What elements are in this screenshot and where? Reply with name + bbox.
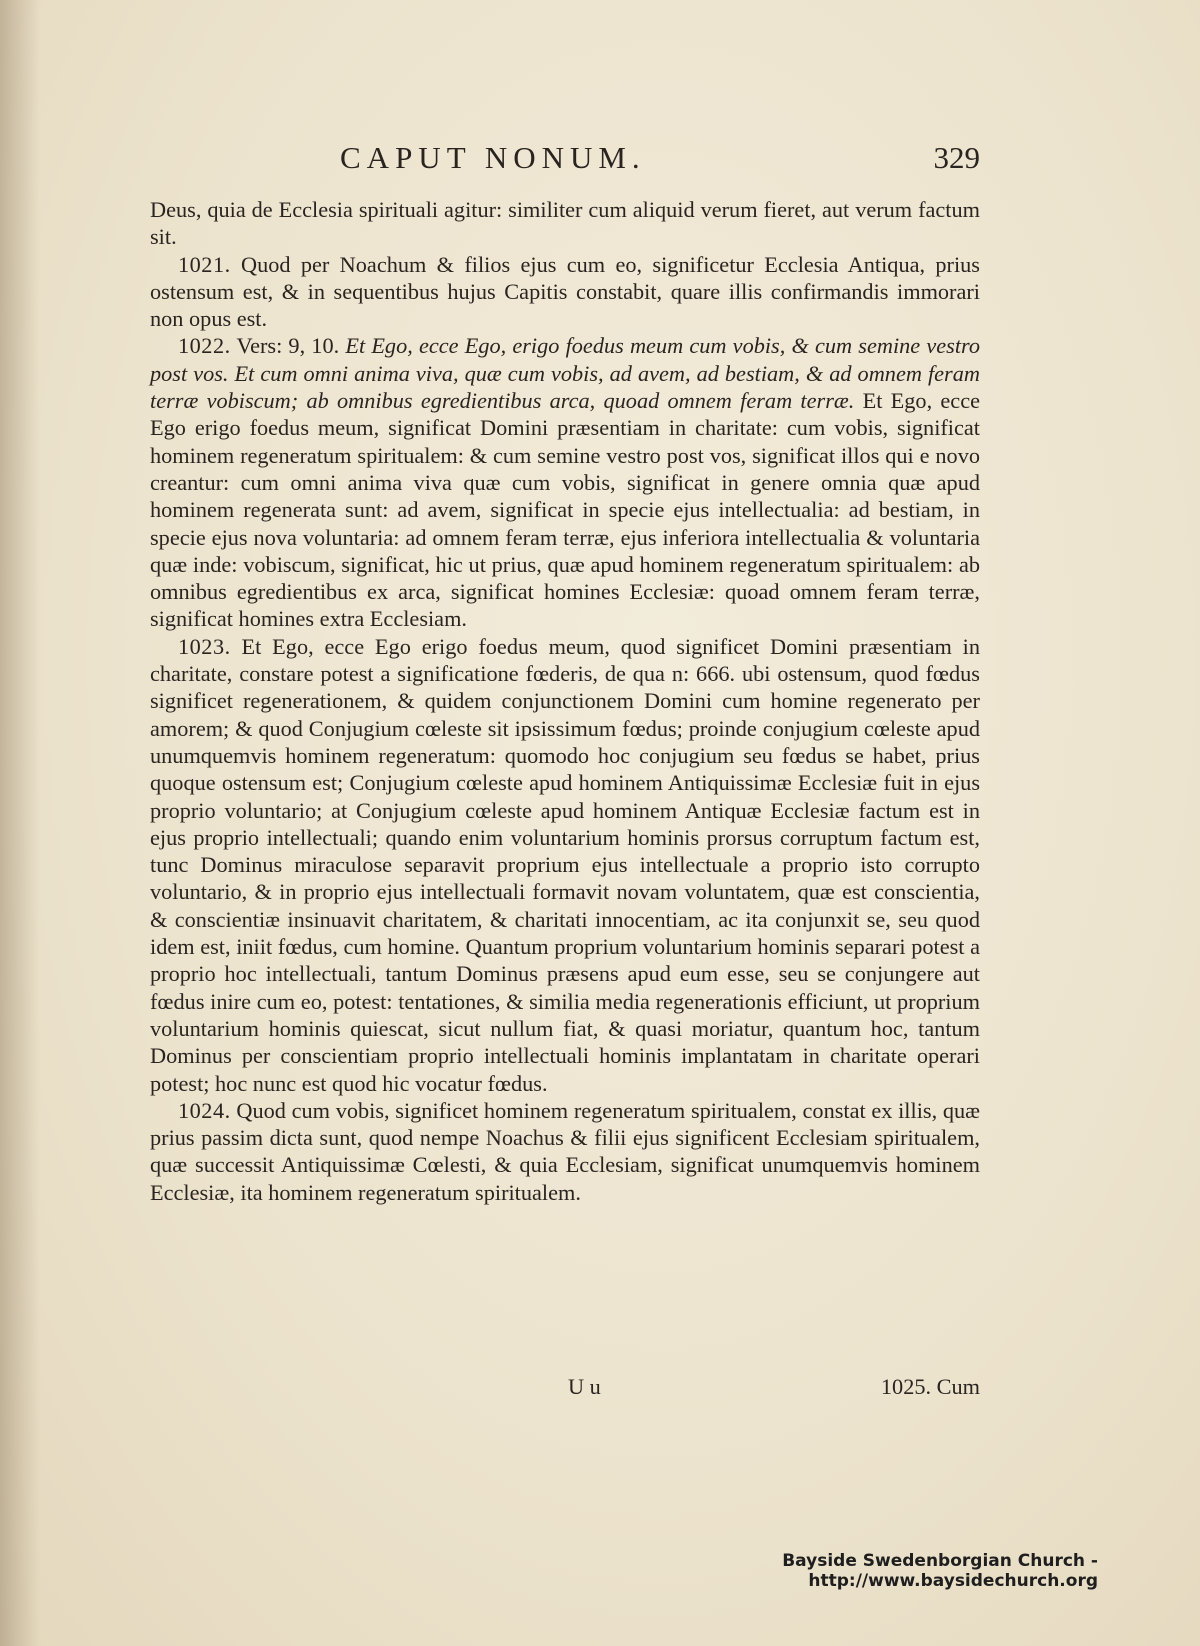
paragraph-1024: [150, 1097, 980, 1206]
website-watermark: Bayside Swedenborgian Church - http://www.baysidechurch.org: [782, 1551, 1098, 1591]
verse-reference: Vers: 9, 10.: [236, 333, 346, 359]
spine-shadow: [0, 0, 40, 1646]
body-text: [150, 196, 980, 1206]
paragraph-number: 1024.: [178, 1097, 231, 1123]
catchword: 1025. Cum: [880, 1374, 980, 1399]
paragraph-text: Et Ego, ecce Ego erigo foedus meum, significat Domini præsentiam in charitate: cum vobis, significat hominem regeneratum spiritualem: & cum semine vestro post vos, significat illos qui e novo creantur: cum omni anima viva quæ cum vobis, significat in genere omnia quæ apud hominem regenerata sunt: ad avem, significat in specie ejus intellectualia: ad bestiam, in specie ejus nova voluntaria: ad omnem feram terræ, ejus inferiora intellectualia & voluntaria quæ inde: vobiscum, significat, hic ut prius, quæ apud hominem regeneratum spiritualem: ab omnibus egredientibus ex arca, significat homines Ecclesiæ: quoad omnem feram terræ, significat homines extra Ecclesiam.: [150, 388, 980, 632]
signature-mark: U u: [568, 1374, 601, 1399]
page-number: 329: [933, 140, 980, 175]
paragraph-1021: [150, 251, 980, 333]
page-header: [150, 140, 980, 180]
paragraph-number: 1021.: [178, 251, 231, 277]
paragraph-number: 1023.: [178, 633, 231, 659]
paragraph-text: Et Ego, ecce Ego erigo foedus meum, quod significet Domini præsentiam in charitate, constare potest a significatione fœderis, de qua n: 666. ubi ostensum, quod fœdus significet regenerationem, & quidem conjunctionem Domini cum homine regenerato per amorem; & quod Conjugium cœleste sit ipsissimum fœdus; proinde conjugium cœleste apud unumquemvis hominem regeneratum: quomodo hoc conjugium seu fœdus se habet, prius quoque ostensum est; Conjugium cœleste apud hominem Antiquissimæ Ecclesiæ fuit in ejus proprio voluntario; at Conjugium cœleste apud hominem Antiquæ Ecclesiæ factum est in ejus proprio intellectuali; quando enim voluntarium hominis prorsus corruptum factum est, tunc Dominus miraculose separavit proprium ejus intellectuale a proprio isto corrupto voluntario, & in proprio ejus intellectuali formavit novam voluntatem, quæ est conscientia, & conscientiæ insinuavit charitatem, & charitati innocentiam, ac ita conjunxit se, seu quod idem est, iniit fœdus, cum homine. Quantum proprium voluntarium hominis separari potest a proprio hoc intellectuali, tantum Dominus præsens apud eum esse, seu se conjungere aut fœdus inire cum eo, potest: tentationes, & similia media regenerationis efficiunt, ut proprium voluntarium hominis quiescat, sicut nullum fiat, & quasi moriatur, quantum hoc, tantum Dominus per conscientiam proprio intellectuali hominis implantatam in charitate operari potest; hoc nunc est quod hic vocatur fœdus.: [150, 633, 980, 1096]
paragraph-1022: [150, 332, 980, 632]
scripture-quote: Et Ego, ecce Ego, erigo foedus meum cum vobis, & cum semine vestro post vos. Et cum omni anima viva, quæ cum vobis, ad avem, ad bestiam, & ad omnem feram terræ vobiscum; ab omnibus egredientibus arca, quoad omnem feram terræ.: [150, 333, 981, 414]
page-footer: [150, 1374, 980, 1404]
paragraph-text: Deus, quia de Ecclesia spirituali agitur: similiter cum aliquid verum fieret, aut verum factum sit.: [150, 197, 980, 250]
paragraph-1023: [150, 633, 980, 1097]
paragraph-text: Quod cum vobis, significet hominem regeneratum spiritualem, constat ex illis, quæ prius passim dicta sunt, quod nempe Noachus & filii ejus significent Ecclesiam spiritualem, quæ successit Antiquissimæ Cœlesti, & quia Ecclesiam, significat unumquemvis hominem Ecclesiæ, ita hominem regeneratum spiritualem.: [150, 1097, 980, 1205]
paragraph-text: Quod per Noachum & filios ejus cum eo, significetur Ecclesia Antiqua, prius ostensum est, & in sequentibus hujus Capitis constabit, quare illis confirmandis immorari non opus est.: [150, 251, 980, 332]
running-title: CAPUT NONUM.: [340, 140, 646, 175]
paragraph-number: 1022.: [178, 333, 231, 359]
paragraph-continuation: [150, 196, 980, 251]
